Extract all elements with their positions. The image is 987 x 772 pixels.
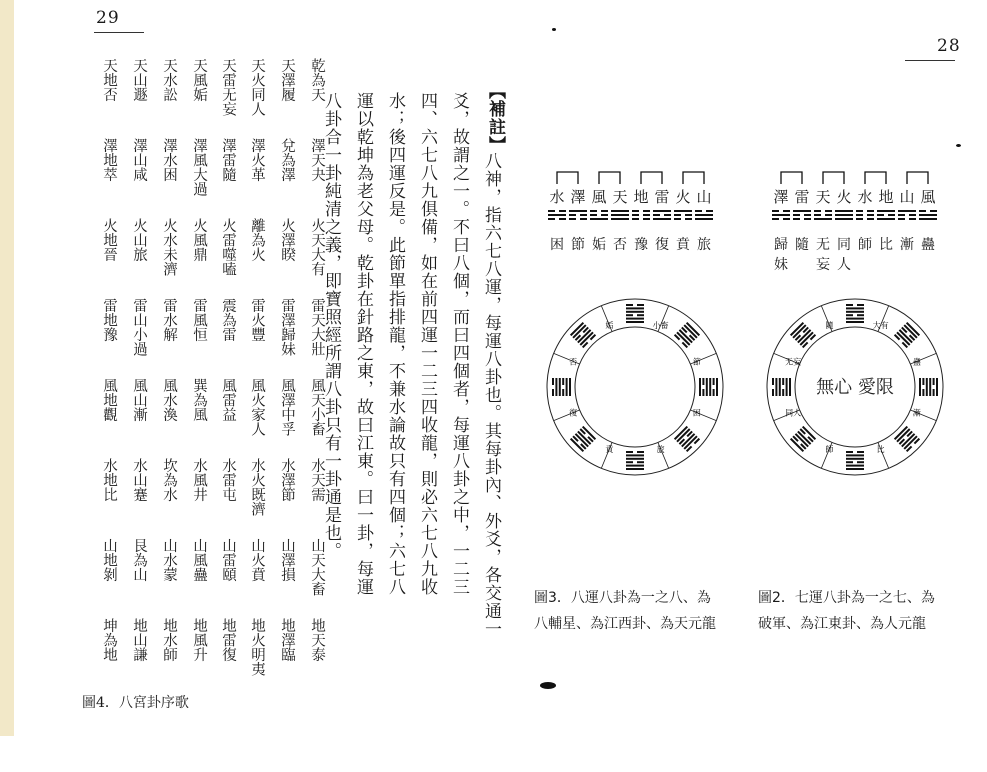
hexagram-name: 巽為風 bbox=[191, 378, 207, 422]
hexagram-symbol bbox=[590, 210, 608, 222]
ring-hexagram bbox=[570, 322, 596, 348]
hexagram-name: 艮為山 bbox=[131, 538, 147, 582]
pair-bracket bbox=[907, 172, 928, 184]
hexagram-name: 風火家人 bbox=[249, 378, 265, 436]
hexagram-name: 離為火 bbox=[249, 218, 265, 262]
inner-ring bbox=[575, 327, 695, 447]
trigram-name: 地 bbox=[878, 188, 894, 206]
ring-label: 賁 bbox=[605, 444, 614, 454]
hexagram-label: 漸 bbox=[900, 237, 914, 253]
palace-column bbox=[276, 58, 298, 678]
hexagram-name: 地火明夷 bbox=[249, 618, 265, 676]
hexagram-label: 歸妹 bbox=[774, 237, 788, 273]
ring-label: 小畜 bbox=[652, 321, 669, 331]
hexagram-label: 復 bbox=[655, 237, 669, 253]
hexagram-symbol bbox=[772, 210, 790, 222]
book-spine-edge bbox=[0, 0, 14, 736]
page-number-rule bbox=[905, 60, 955, 61]
ring-hexagram bbox=[674, 426, 700, 452]
ink-speck bbox=[552, 28, 556, 31]
hexagram-name: 地澤臨 bbox=[279, 618, 295, 662]
hexagram-name: 風水渙 bbox=[161, 378, 177, 422]
ring-label: 同人 bbox=[785, 408, 802, 418]
hexagram-name: 山天大畜 bbox=[309, 538, 325, 596]
hexagram-symbol bbox=[793, 210, 811, 222]
ring-hexagram bbox=[699, 378, 718, 396]
hexagram-symbol bbox=[835, 210, 853, 222]
hexagram-name: 澤水困 bbox=[161, 138, 177, 182]
figure3-caption-line: 圖3．八運八卦為一之八、為 bbox=[534, 590, 711, 606]
ring-hexagram bbox=[674, 322, 700, 348]
hexagram-label: 賁 bbox=[676, 237, 690, 253]
hexagram-label: 无妄 bbox=[816, 237, 830, 273]
ink-speck bbox=[956, 144, 961, 147]
hexagram-name: 水火既濟 bbox=[249, 458, 265, 516]
ring-label: 漸 bbox=[912, 408, 921, 418]
ring-hexagram bbox=[626, 304, 644, 323]
ring-label: 旅 bbox=[656, 444, 665, 454]
pair-bracket bbox=[683, 172, 704, 184]
hexagram-name: 震為雷 bbox=[220, 298, 236, 342]
hexagram-name: 天山遯 bbox=[131, 58, 147, 102]
ring-hexagram bbox=[790, 426, 816, 452]
pairing-brackets bbox=[548, 160, 718, 186]
hexagram-name: 坤為地 bbox=[101, 618, 117, 662]
hexagram-label: 隨 bbox=[795, 237, 809, 253]
hexagram-symbol bbox=[814, 210, 832, 222]
hexagram-name: 坎為水 bbox=[161, 458, 177, 502]
hexagram-name: 水地比 bbox=[101, 458, 117, 502]
hexagram-name: 地雷復 bbox=[220, 618, 236, 662]
eight-palace-table bbox=[96, 58, 338, 680]
right-page-number: 28 bbox=[937, 36, 961, 56]
hexagram-symbol bbox=[674, 210, 692, 222]
ring-label: 師 bbox=[825, 444, 834, 454]
hexagram-name: 山地剝 bbox=[101, 538, 117, 582]
trigram-name: 風 bbox=[920, 188, 936, 206]
ring-hexagram bbox=[919, 378, 938, 396]
figure3-caption bbox=[534, 585, 716, 637]
hexagram-name: 火地晉 bbox=[101, 218, 117, 262]
hexagram-name: 風山漸 bbox=[131, 378, 147, 422]
pair-bracket bbox=[781, 172, 802, 184]
hexagram-name: 水天需 bbox=[309, 458, 325, 502]
trigram-name: 天 bbox=[815, 188, 831, 206]
hexagram-name: 乾為天 bbox=[309, 58, 325, 102]
hexagram-name: 風天小畜 bbox=[309, 378, 325, 436]
hexagram-label: 豫 bbox=[634, 237, 648, 253]
hexagram-label: 旅 bbox=[697, 237, 711, 253]
trigram-name: 火 bbox=[675, 188, 691, 206]
hexagram-label: 蠱 bbox=[921, 237, 935, 253]
ring-label: 大有 bbox=[872, 321, 889, 331]
figure2-caption-line: 破軍、為江東卦、為人元龍 bbox=[758, 616, 926, 632]
annotation-title: 【補註】 bbox=[485, 82, 505, 154]
hexagram-name: 天地否 bbox=[101, 58, 117, 102]
annotation-line: 四、六七八九俱備，如在前四運一二三四收龍，則必六七八九收 bbox=[417, 92, 437, 596]
hexagram-symbol bbox=[548, 210, 566, 222]
center-handwriting: 無心 愛限 bbox=[816, 377, 894, 398]
hexagram-name: 山澤損 bbox=[279, 538, 295, 582]
hexagram-name: 澤火革 bbox=[249, 138, 265, 182]
ring-hexagram bbox=[894, 426, 920, 452]
hexagram-name: 天水訟 bbox=[161, 58, 177, 102]
outer-ring bbox=[547, 299, 723, 475]
hexagram-label: 困 bbox=[550, 237, 564, 253]
hexagram-label: 比 bbox=[879, 237, 893, 253]
figure2-ring-diagram bbox=[760, 292, 950, 482]
ring-label: 困 bbox=[692, 408, 701, 418]
pairing-brackets bbox=[772, 160, 942, 186]
hexagram-symbol bbox=[898, 210, 916, 222]
hexagram-name: 火雷噬嗑 bbox=[220, 218, 236, 276]
annotation-line: 爻，故謂之一。不曰八個，而曰四個者，每運八卦之中，一二三 bbox=[449, 92, 469, 596]
figure3-ring-diagram bbox=[540, 292, 730, 482]
hexagram-name: 水雷屯 bbox=[220, 458, 236, 502]
ring-hexagram bbox=[846, 304, 864, 323]
hexagram-label: 節 bbox=[571, 237, 585, 253]
palace-column bbox=[188, 58, 210, 678]
hexagram-name: 雷火豐 bbox=[249, 298, 265, 342]
hexagram-label: 師 bbox=[858, 237, 872, 253]
pair-bracket bbox=[557, 172, 578, 184]
figure2-hexagram-row bbox=[772, 160, 942, 273]
ring-hexagram bbox=[790, 322, 816, 348]
hexagram-name: 雷天大壯 bbox=[309, 298, 325, 356]
trigram-name: 天 bbox=[612, 188, 628, 206]
hexagram-name: 兌為澤 bbox=[279, 138, 295, 182]
hexagram-name: 風地觀 bbox=[101, 378, 117, 422]
hexagram-name: 雷澤歸妹 bbox=[279, 298, 295, 356]
palace-column bbox=[128, 58, 150, 678]
ring-hexagram bbox=[570, 426, 596, 452]
ring-label: 蠱 bbox=[912, 357, 921, 367]
hexagram-name: 山火賁 bbox=[249, 538, 265, 582]
figure3-hexagram-row bbox=[548, 160, 718, 260]
ring-label: 節 bbox=[692, 357, 701, 367]
ring-label: 无妄 bbox=[785, 357, 802, 367]
pair-bracket bbox=[823, 172, 844, 184]
ring-label: 否 bbox=[569, 357, 578, 367]
hexagram-name: 澤地萃 bbox=[101, 138, 117, 182]
hexagram-name: 火天大有 bbox=[309, 218, 325, 276]
hexagram-name: 澤山咸 bbox=[131, 138, 147, 182]
trigram-name: 風 bbox=[591, 188, 607, 206]
trigram-name: 山 bbox=[696, 188, 712, 206]
hexagram-symbol bbox=[653, 210, 671, 222]
page-number-rule bbox=[94, 32, 144, 33]
hexagram-name: 天火同人 bbox=[249, 58, 265, 116]
trigram-name: 澤 bbox=[570, 188, 586, 206]
hexagram-name: 火風鼎 bbox=[191, 218, 207, 262]
trigram-name: 山 bbox=[899, 188, 915, 206]
trigram-name: 火 bbox=[836, 188, 852, 206]
pair-bracket bbox=[641, 172, 662, 184]
annotation-line: 水；後四運反是。此節單指排龍，不兼水論故只有四個；六七八 bbox=[385, 92, 405, 596]
hexagram-symbol bbox=[856, 210, 874, 222]
hexagram-symbol bbox=[877, 210, 895, 222]
hexagram-name: 地風升 bbox=[191, 618, 207, 662]
ring-hexagram bbox=[552, 378, 571, 396]
trigram-name: 雷 bbox=[654, 188, 670, 206]
hexagram-symbol bbox=[611, 210, 629, 222]
hexagram-name: 雷地豫 bbox=[101, 298, 117, 342]
palace-column bbox=[98, 58, 120, 678]
hexagram-name: 雷風恒 bbox=[191, 298, 207, 342]
hexagram-name: 地水師 bbox=[161, 618, 177, 662]
hexagram-name: 風雷益 bbox=[220, 378, 236, 422]
hexagram-name: 澤天夬 bbox=[309, 138, 325, 182]
hexagram-name: 山風蠱 bbox=[191, 538, 207, 582]
annotation-line: 八卦合一卦純清之義，即寶照經所謂八卦只有一卦通是也。 bbox=[321, 92, 341, 560]
ink-mark bbox=[540, 682, 556, 689]
figure3-caption-line: 八輔星、為江西卦、為天元龍 bbox=[534, 616, 716, 632]
hexagram-label: 姤 bbox=[592, 237, 606, 253]
ring-hexagram bbox=[772, 378, 791, 396]
palace-column bbox=[246, 58, 268, 678]
hexagram-symbol bbox=[569, 210, 587, 222]
hexagram-name: 雷山小過 bbox=[131, 298, 147, 356]
ring-label: 復 bbox=[569, 408, 578, 418]
ring-label: 姤 bbox=[605, 321, 614, 331]
hexagram-name: 火澤睽 bbox=[279, 218, 295, 262]
hexagram-symbol bbox=[695, 210, 713, 222]
hexagram-name: 火水未濟 bbox=[161, 218, 177, 276]
ring-hexagram bbox=[846, 451, 864, 470]
hexagram-label: 否 bbox=[613, 237, 627, 253]
trigram-name: 雷 bbox=[794, 188, 810, 206]
left-page-number: 29 bbox=[96, 8, 120, 28]
pair-bracket bbox=[865, 172, 886, 184]
palace-column bbox=[158, 58, 180, 678]
figure2-caption-line: 圖2．七運八卦為一之七、為 bbox=[758, 590, 935, 606]
hexagram-name: 水風井 bbox=[191, 458, 207, 502]
figure4-caption: 圖4．八宮卦序歌 bbox=[82, 695, 189, 711]
hexagram-name: 風澤中孚 bbox=[279, 378, 295, 436]
hexagram-name: 澤風大過 bbox=[191, 138, 207, 196]
hexagram-name: 山水蒙 bbox=[161, 538, 177, 582]
annotation-line: 八神，指六七八運，每運八卦也。其每卦內、外爻，各交通一 bbox=[481, 152, 501, 638]
ring-hexagram bbox=[626, 451, 644, 470]
ring-label: 隨 bbox=[825, 321, 834, 331]
hexagram-name: 水澤節 bbox=[279, 458, 295, 502]
hexagram-name: 天雷无妄 bbox=[220, 58, 236, 116]
hexagram-name: 地山謙 bbox=[131, 618, 147, 662]
trigram-name: 水 bbox=[549, 188, 565, 206]
hexagram-name: 雷水解 bbox=[161, 298, 177, 342]
hexagram-name: 天澤履 bbox=[279, 58, 295, 102]
hexagram-symbol bbox=[919, 210, 937, 222]
ring-hexagram bbox=[894, 322, 920, 348]
hexagram-label: 同人 bbox=[837, 237, 851, 273]
trigram-name: 水 bbox=[857, 188, 873, 206]
hexagram-name: 水山蹇 bbox=[131, 458, 147, 502]
hexagram-name: 天風姤 bbox=[191, 58, 207, 102]
ring-label: 比 bbox=[876, 444, 885, 454]
pair-bracket bbox=[599, 172, 620, 184]
hexagram-name: 澤雷隨 bbox=[220, 138, 236, 182]
figure2-caption bbox=[758, 585, 935, 637]
trigram-name: 澤 bbox=[773, 188, 789, 206]
palace-column bbox=[217, 58, 239, 678]
hexagram-name: 山雷頤 bbox=[220, 538, 236, 582]
trigram-name: 地 bbox=[633, 188, 649, 206]
hexagram-name: 地天泰 bbox=[309, 618, 325, 662]
hexagram-symbol bbox=[632, 210, 650, 222]
annotation-line: 運以乾坤為老父母。乾卦在針路之東，故曰江東。曰一卦，每運 bbox=[353, 92, 373, 596]
hexagram-name: 火山旅 bbox=[131, 218, 147, 262]
